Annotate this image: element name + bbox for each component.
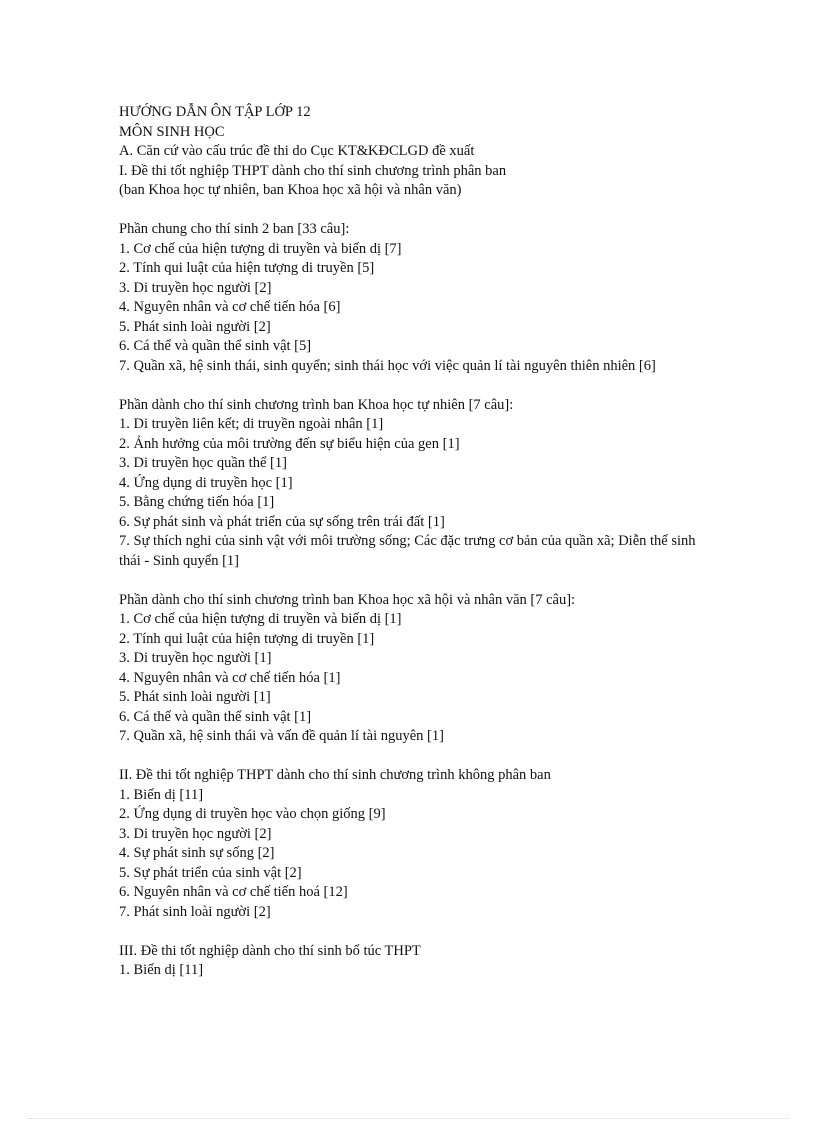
- list-item: 7. Phát sinh loài người [2]: [119, 903, 271, 920]
- list-item: 6. Cá thể và quần thể sinh vật [1]: [119, 708, 312, 725]
- list-item: 1. Cơ chế của hiện tượng di truyền và biến dị [7]: [119, 240, 402, 257]
- basis-line: A. Căn cứ vào cấu trúc đề thi do Cục KT&KĐCLGD đề xuất: [119, 143, 475, 159]
- list-item: 1. Cơ chế của hiện tượng di truyền và biến dị [1]: [119, 611, 402, 627]
- list-item: 5. Sự phát triển của sinh vật [2]: [119, 864, 302, 881]
- spacer: [119, 376, 699, 396]
- list-item: 6. Cá thể và quần thể sinh vật [5]: [119, 338, 312, 354]
- list-item: 7. Quần xã, hệ sinh thái, sinh quyển; sinh thái học với việc quản lí tài nguyên thiên nhiên [6]: [119, 357, 656, 374]
- common-section: [119, 220, 699, 376]
- list-item: 2. Tính qui luật của hiện tượng di truyền [1]: [119, 630, 375, 647]
- list-item: 2. Ảnh hưởng của môi trường đến sự biểu hiện của gen [1]: [119, 435, 460, 452]
- list-item: 6. Sự phát sinh và phát triển của sự sống trên trái đất [1]: [119, 513, 445, 530]
- part1-subheading: (ban Khoa học tự nhiên, ban Khoa học xã hội và nhân văn): [119, 182, 462, 198]
- list-item: 3. Di truyền học người [1]: [119, 650, 272, 666]
- document-body: [119, 103, 699, 981]
- part1-heading: I. Đề thi tốt nghiệp THPT dành cho thí sinh chương trình phân ban: [119, 162, 507, 179]
- list-item: 4. Ứng dụng di truyền học [1]: [119, 474, 293, 491]
- list-item: 3. Di truyền học người [2]: [119, 825, 272, 842]
- list-item: 3. Di truyền học quần thể [1]: [119, 455, 287, 471]
- section-title: Phần dành cho thí sinh chương trình ban Khoa học tự nhiên [7 câu]:: [119, 396, 514, 413]
- natural-science-section: [119, 396, 699, 572]
- list-item: 5. Bằng chứng tiến hóa [1]: [119, 494, 275, 510]
- spacer: [119, 571, 699, 591]
- list-item: 2. Ứng dụng di truyền học vào chọn giống [9]: [119, 806, 386, 822]
- spacer: [119, 747, 699, 767]
- non-streamed-section: [119, 766, 699, 922]
- section-title: Phần dành cho thí sinh chương trình ban Khoa học xã hội và nhân văn [7 câu]:: [119, 591, 576, 608]
- list-item: 1. Biến dị [11]: [119, 962, 204, 978]
- spacer: [119, 922, 699, 942]
- list-item: 4. Sự phát sinh sự sống [2]: [119, 845, 275, 861]
- page-bottom-divider: [28, 1118, 788, 1119]
- list-item: 1. Biến dị [11]: [119, 786, 204, 803]
- list-item: 7. Quần xã, hệ sinh thái và vấn đề quản lí tài nguyên [1]: [119, 728, 444, 744]
- social-science-section: [119, 591, 699, 747]
- spacer: [119, 201, 699, 221]
- list-item: 6. Nguyên nhân và cơ chế tiến hoá [12]: [119, 884, 348, 900]
- document-title: HƯỚNG DẪN ÔN TẬP LỚP 12: [119, 104, 311, 120]
- list-item: 5. Phát sinh loài người [2]: [119, 318, 271, 335]
- part2-heading: II. Đề thi tốt nghiệp THPT dành cho thí sinh chương trình không phân ban: [119, 767, 551, 783]
- list-item: 7. Sự thích nghi của sinh vật với môi trường sống; Các đặc trưng cơ bản của quần xã; Diễn thế sinh thái - Sinh quyển [1]: [119, 533, 696, 569]
- list-item: 4. Nguyên nhân và cơ chế tiến hóa [6]: [119, 299, 341, 315]
- section-title: Phần chung cho thí sinh 2 ban [33 câu]:: [119, 221, 350, 237]
- list-item: 4. Nguyên nhân và cơ chế tiến hóa [1]: [119, 669, 341, 686]
- list-item: 5. Phát sinh loài người [1]: [119, 689, 271, 705]
- list-item: 2. Tính qui luật của hiện tượng di truyền [5]: [119, 260, 375, 276]
- list-item: 1. Di truyền liên kết; di truyền ngoài nhân [1]: [119, 416, 384, 432]
- part3-heading: III. Đề thi tốt nghiệp dành cho thí sinh bổ túc THPT: [119, 942, 421, 959]
- subject-line: MÔN SINH HỌC: [119, 123, 225, 140]
- continuing-education-section: [119, 942, 699, 981]
- list-item: 3. Di truyền học người [2]: [119, 279, 272, 296]
